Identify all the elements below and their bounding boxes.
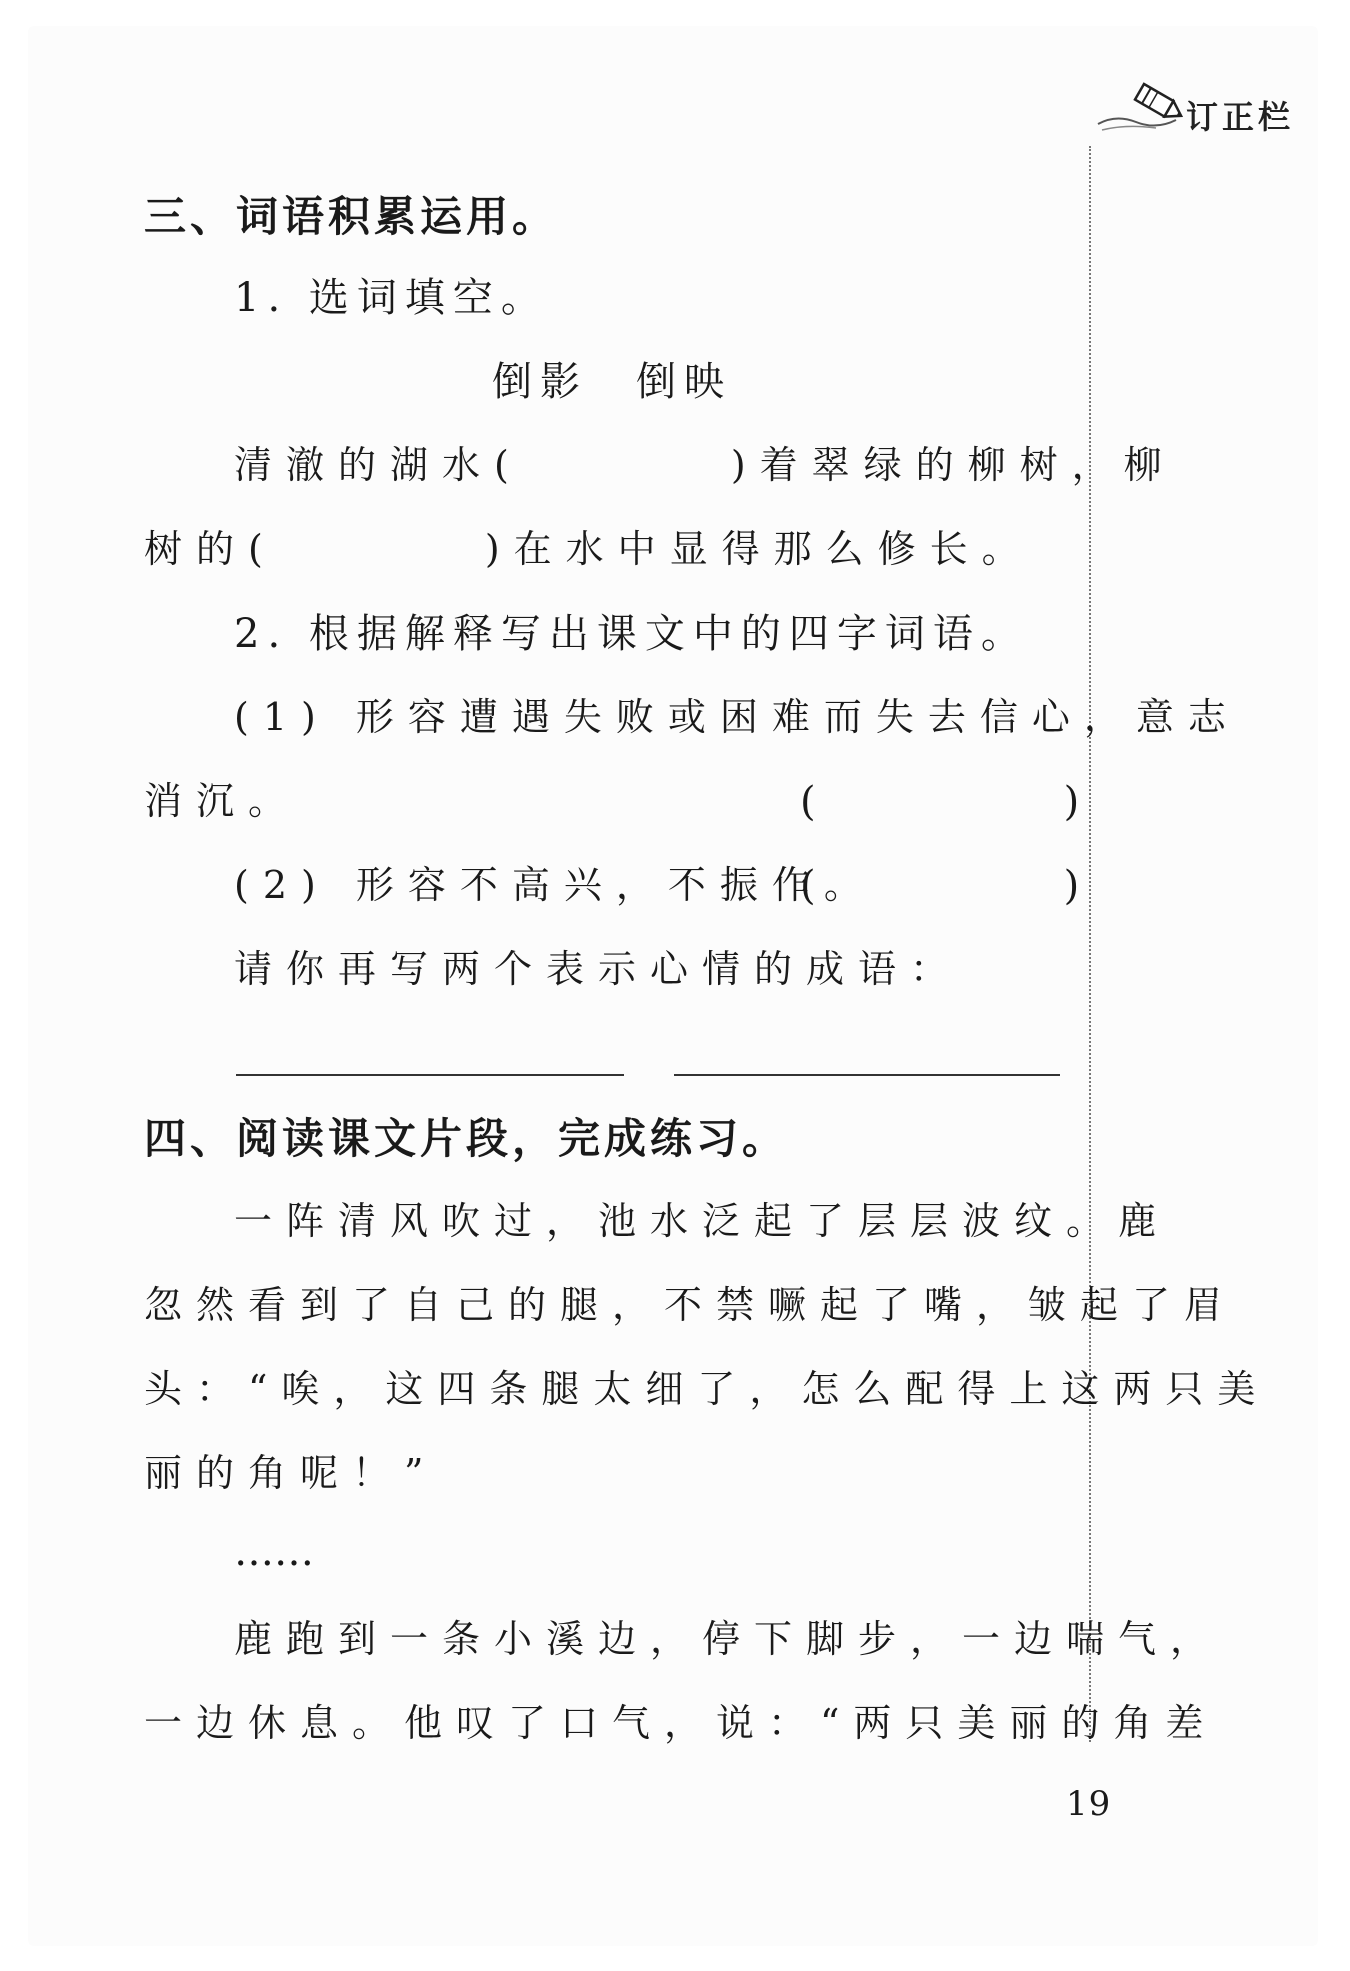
- q2-item1-line1: (1) 形容遭遇失败或困难而失去信心，意志: [234, 695, 1240, 739]
- correction-column-header: [1096, 74, 1316, 138]
- q1-sentence-line1: 清澈的湖水( )着翠绿的柳树，柳: [234, 443, 1176, 487]
- page-number: 19: [1066, 1784, 1112, 1824]
- q2-item2-answer-parens: ( ): [800, 863, 1088, 909]
- passage-p1-line1: 一阵清风吹过，池水泛起了层层波纹。鹿: [234, 1199, 1171, 1243]
- passage-p1-line2: 忽然看到了自己的腿，不禁噘起了嘴，皱起了眉: [144, 1283, 1237, 1327]
- section4-heading: 四、阅读课文片段，完成练习。: [144, 1114, 789, 1163]
- idiom-answer-line-1: [236, 1074, 624, 1076]
- q2-title: 2. 根据解释写出课文中的四字词语。: [234, 611, 1029, 657]
- q1-title: 1. 选词填空。: [234, 275, 549, 321]
- passage-p2-line2: 一边休息。他叹了口气，说：“两只美丽的角差: [144, 1701, 1218, 1745]
- correction-column-label: 订正栏: [1186, 98, 1295, 136]
- q2-item1-line2: 消沉。: [144, 779, 301, 823]
- passage-p1-line4: 丽的角呢！”: [144, 1451, 438, 1495]
- margin-dotted-line: [1089, 146, 1091, 1742]
- q1-word-options: 倒影 倒映: [492, 359, 732, 405]
- q2-item2-text: (2) 形容不高兴，不振作。: [234, 863, 876, 907]
- q2-idiom-prompt: 请你再写两个表示心情的成语：: [234, 947, 963, 991]
- idiom-answer-line-2: [674, 1074, 1060, 1076]
- passage-p2-line1: 鹿跑到一条小溪边，停下脚步，一边喘气，: [234, 1617, 1223, 1661]
- q2-item1-answer-parens: ( ): [800, 779, 1088, 825]
- passage-p1-line3: 头：“唉，这四条腿太细了，怎么配得上这两只美: [144, 1367, 1270, 1411]
- passage-ellipsis: ……: [234, 1529, 314, 1575]
- q1-sentence-line2: 树的( )在水中显得那么修长。: [144, 527, 1034, 571]
- section3-heading: 三、词语积累运用。: [144, 192, 559, 241]
